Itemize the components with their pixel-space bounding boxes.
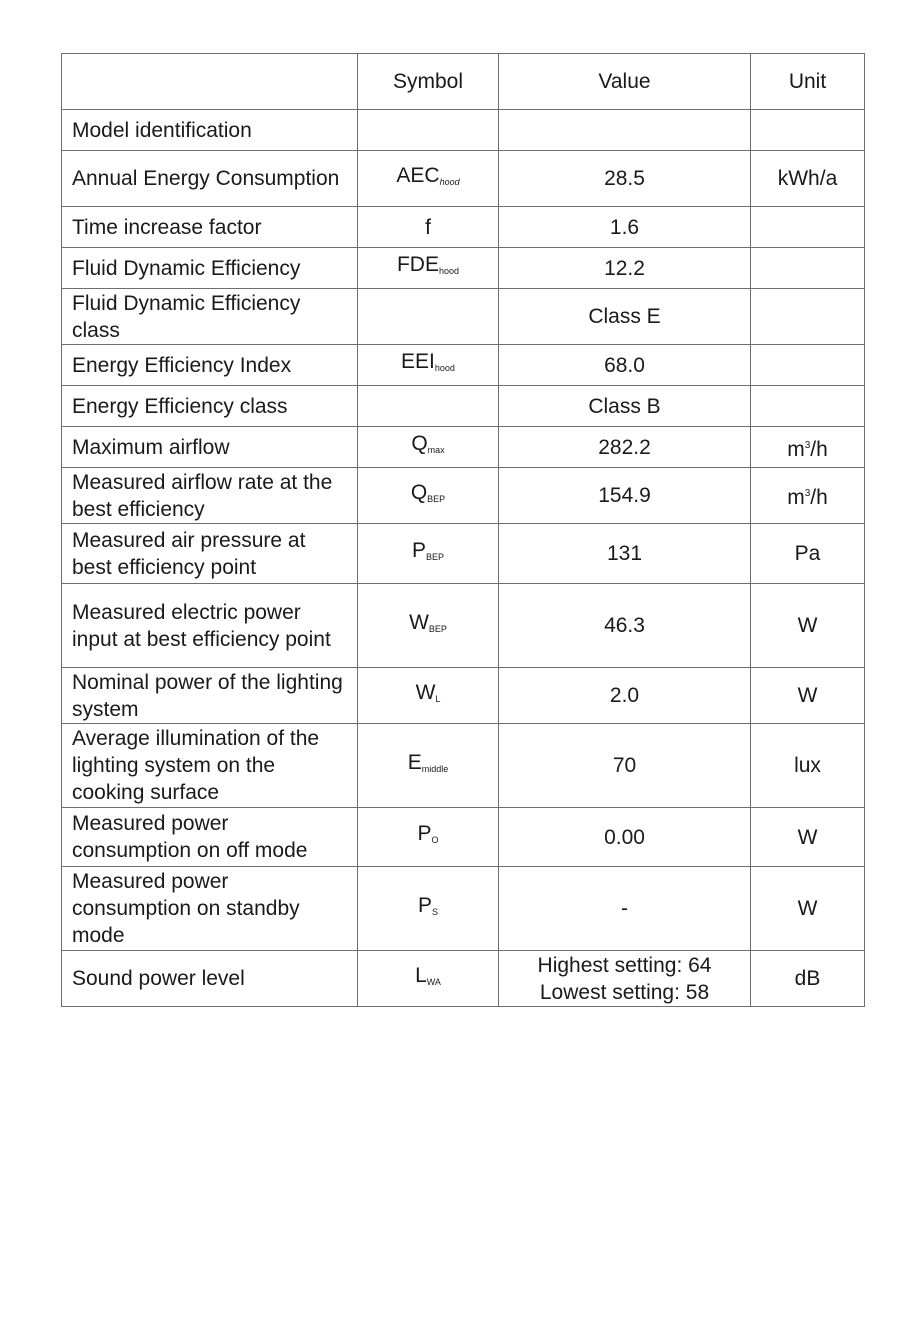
row-unit: W [751,584,865,668]
unit-base: m [787,486,805,509]
row-unit [751,427,865,468]
row-symbol [358,808,499,867]
row-symbol [358,110,499,151]
row-unit [751,207,865,248]
symbol-subscript: L [435,693,441,704]
header-value: Value [499,54,751,110]
row-unit: dB [751,951,865,1007]
row-value [499,951,751,1007]
row-parameter: Measured airflow rate at the best efficiency [62,468,358,524]
row-value: Class B [499,386,751,427]
symbol-base: EEI [401,350,435,373]
row-unit [751,289,865,345]
symbol-subscript: O [431,835,439,845]
row-symbol [358,724,499,808]
table-row [62,668,865,724]
symbol-subscript: hood [439,176,460,187]
row-unit: W [751,808,865,867]
row-parameter: Measured power consumption on off mode [62,808,358,867]
row-parameter: Maximum airflow [62,427,358,468]
table-row [62,524,865,584]
row-parameter: Nominal power of the lighting system [62,668,358,724]
table-row [62,248,865,289]
row-symbol [358,524,499,584]
row-symbol [358,345,499,386]
row-parameter: Sound power level [62,951,358,1007]
unit-superscript: 3 [804,439,811,451]
symbol-base: E [407,750,422,774]
row-parameter: Time increase factor [62,207,358,248]
row-parameter: Measured air pressure at best efficiency point [62,524,358,584]
symbol-subscript: BEP [426,551,445,562]
row-symbol [358,468,499,524]
symbol-base: f [425,215,431,239]
symbol-base: Q [411,432,428,455]
row-value: 154.9 [499,468,751,524]
row-parameter: Energy Efficiency class [62,386,358,427]
row-unit [751,110,865,151]
unit-tail: /h [810,486,828,509]
header-unit: Unit [751,54,865,110]
row-parameter: Annual Energy Consumption [62,151,358,207]
row-unit [751,468,865,524]
row-symbol [358,207,499,248]
row-parameter: Measured electric power input at best efficiency point [62,584,358,668]
symbol-base: W [409,610,429,634]
row-value: 46.3 [499,584,751,668]
row-value: 1.6 [499,207,751,248]
table-row [62,867,865,951]
row-value: 12.2 [499,248,751,289]
table-row [62,427,865,468]
symbol-base: P [411,538,426,562]
symbol-base: AEC [396,163,440,187]
row-unit: kWh/a [751,151,865,207]
header-symbol: Symbol [358,54,499,110]
row-unit [751,386,865,427]
row-value: - [499,867,751,951]
symbol-subscript: S [432,906,439,917]
row-symbol [358,248,499,289]
row-value [499,110,751,151]
row-parameter: Fluid Dynamic Efficiency class [62,289,358,345]
symbol-subscript: BEP [428,623,447,634]
row-parameter: Average illumination of the lighting system on the cooking surface [62,724,358,808]
table-row [62,951,865,1007]
table-row [62,289,865,345]
row-value: 282.2 [499,427,751,468]
symbol-base: P [417,893,432,917]
row-parameter: Model identification [62,110,358,151]
symbol-subscript: hood [438,266,460,276]
row-unit: Pa [751,524,865,584]
unit-base: m [787,437,805,461]
table-row [62,584,865,668]
symbol-base: FDE [396,253,439,276]
row-symbol [358,289,499,345]
row-parameter: Energy Efficiency Index [62,345,358,386]
value-line-highest: Highest setting: 64 [537,953,712,977]
row-unit: lux [751,724,865,808]
symbol-subscript: middle [421,763,449,774]
row-symbol [358,151,499,207]
value-line-lowest: Lowest setting: 58 [539,980,710,1004]
table-header-row [62,54,865,110]
row-symbol [358,951,499,1007]
symbol-subscript: WA [426,976,441,987]
unit-superscript: 3 [804,488,811,499]
table-row [62,110,865,151]
table-row [62,468,865,524]
symbol-subscript: max [427,445,445,455]
table-row [62,386,865,427]
symbol-base: P [417,822,432,845]
row-parameter: Fluid Dynamic Efficiency [62,248,358,289]
row-value: Class E [499,289,751,345]
row-value: 131 [499,524,751,584]
row-parameter: Measured power consumption on standby mode [62,867,358,951]
symbol-base: L [415,963,427,987]
row-unit [751,345,865,386]
table-row [62,151,865,207]
row-unit: W [751,668,865,724]
symbol-subscript: hood [434,363,455,373]
symbol-subscript: BEP [427,493,446,504]
row-value: 70 [499,724,751,808]
header-parameter [62,54,358,110]
row-symbol [358,668,499,724]
row-symbol [358,427,499,468]
table-row [62,345,865,386]
row-symbol [358,386,499,427]
energy-specification-table [61,53,865,1007]
table-row [62,808,865,867]
symbol-base: Q [410,480,428,504]
row-value: 28.5 [499,151,751,207]
table-row [62,207,865,248]
row-symbol [358,584,499,668]
symbol-base: W [415,680,436,704]
row-unit: W [751,867,865,951]
row-value: 68.0 [499,345,751,386]
table-row [62,724,865,808]
row-symbol [358,867,499,951]
row-value: 2.0 [499,668,751,724]
row-value: 0.00 [499,808,751,867]
unit-tail: /h [810,437,828,461]
row-unit [751,248,865,289]
